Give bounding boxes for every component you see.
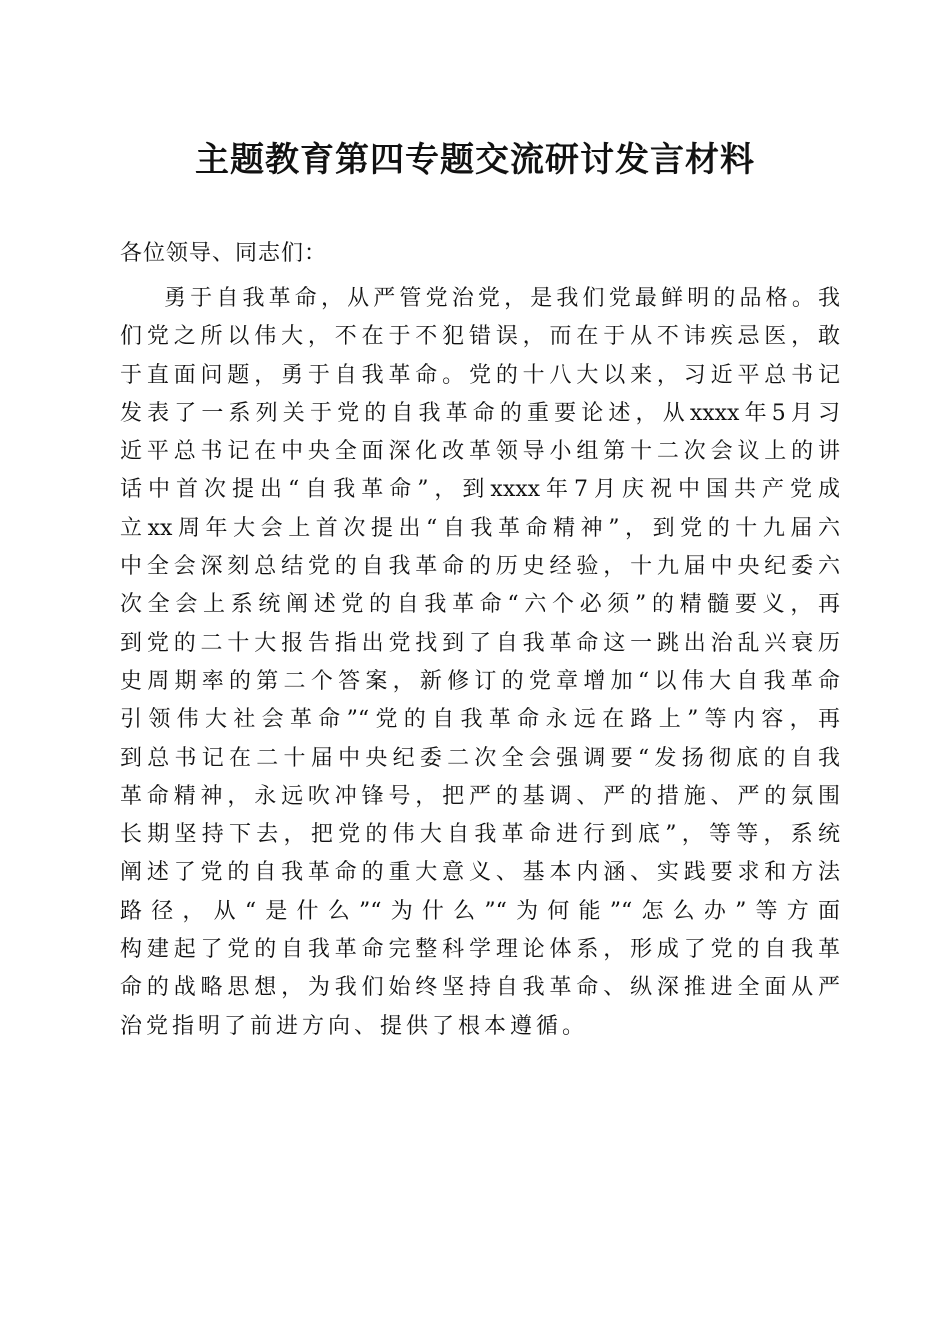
paragraph-line: 立xx周年大会上首次提出“自我革命精神”，到党的十九届六 <box>120 515 840 541</box>
paragraph-line: 到总书记在二十届中央纪委二次全会强调要“发扬彻底的自我 <box>120 745 840 771</box>
paragraph-line: 们党之所以伟大，不在于不犯错误，而在于从不讳疾忌医，敢 <box>120 324 840 350</box>
document-title: 主题教育第四专题交流研讨发言材料 <box>195 140 755 180</box>
paragraph-line: 命的战略思想，为我们始终坚持自我革命、纵深推进全面从严 <box>120 975 840 1001</box>
paragraph-line: 次全会上系统阐述党的自我革命“六个必须”的精髓要义，再 <box>120 592 840 618</box>
paragraph-line: 构建起了党的自我革命完整科学理论体系，形成了党的自我革 <box>120 937 840 963</box>
paragraph-line: 发表了一系列关于党的自我革命的重要论述，从xxxx年5月习 <box>120 400 840 426</box>
paragraph-line: 革命精神，永远吹冲锋号，把严的基调、严的措施、严的氛围 <box>120 783 840 809</box>
paragraph-line: 路径，从“是什么”“为什么”“为何能”“怎么办”等方面 <box>120 898 840 924</box>
paragraph-line: 阐述了党的自我革命的重大意义、基本内涵、实践要求和方法 <box>120 860 840 886</box>
paragraph-line: 治党指明了前进方向、提供了根本遵循。 <box>120 1013 589 1039</box>
paragraph-line: 到党的二十大报告指出党找到了自我革命这一跳出治乱兴衰历 <box>120 630 840 656</box>
paragraph-line: 话中首次提出“自我革命”，到xxxx年7月庆祝中国共产党成 <box>120 477 840 503</box>
paragraph-line: 于直面问题，勇于自我革命。党的十八大以来，习近平总书记 <box>120 362 840 388</box>
paragraph-line: 近平总书记在中央全面深化改革领导小组第十二次会议上的讲 <box>120 439 840 465</box>
paragraph-line: 长期坚持下去，把党的伟大自我革命进行到底”，等等，系统 <box>120 822 840 848</box>
paragraph-line: 中全会深刻总结党的自我革命的历史经验，十九届中央纪委六 <box>120 554 840 580</box>
body-paragraph <box>120 280 840 1046</box>
paragraph-line: 引领伟大社会革命”“党的自我革命永远在路上”等内容，再 <box>120 707 840 733</box>
paragraph-line: 史周期率的第二个答案，新修订的党章增加“以伟大自我革命 <box>120 668 840 694</box>
paragraph-line: 勇于自我革命，从严管党治党，是我们党最鲜明的品格。我 <box>164 286 840 311</box>
salutation: 各位领导、同志们： <box>120 241 328 266</box>
